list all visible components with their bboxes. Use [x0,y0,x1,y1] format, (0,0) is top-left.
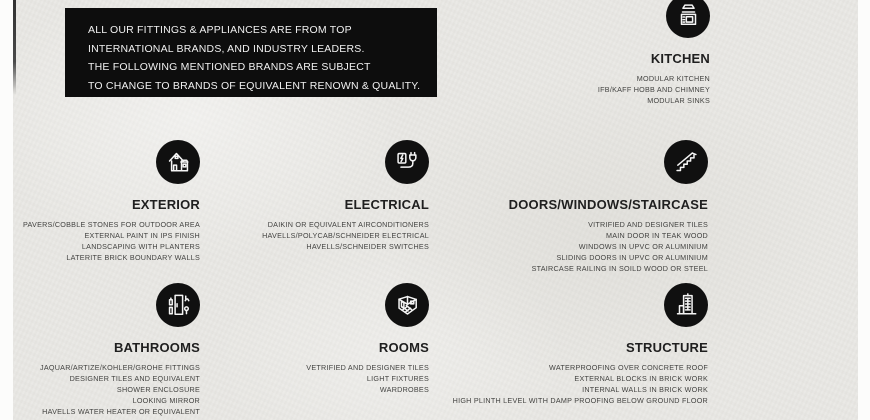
section-title: ELECTRICAL [344,197,429,212]
section-item: HAVELLS WATER HEATER OR EQUIVALENT [42,407,200,416]
page-right-margin [858,0,870,420]
section-item: WARDROBES [379,385,429,394]
section-item: INTERNAL WALLS IN BRICK WORK [582,385,708,394]
section-item: WATERPROOFING OVER CONCRETE ROOF [549,363,708,372]
section-title: BATHROOMS [113,340,200,355]
section-item: DESIGNER TILES AND EQUIVALENT [69,374,200,383]
section-item: VETRIFIED AND DESIGNER TILES [306,363,429,372]
electric-plug-icon [385,140,429,184]
section-items [532,219,708,274]
section-item: IFB/KAFF HOBB AND CHIMNEY [597,85,710,94]
section-items [306,362,429,395]
section-items [23,219,200,263]
section-structure [453,283,708,406]
section-items [453,362,708,406]
section-title: STRUCTURE [626,340,708,355]
section-item: VITRIFIED AND DESIGNER TILES [588,220,708,229]
section-item: LOOKING MIRROR [132,396,200,405]
section-item: LIGHT FIXTURES [366,374,429,383]
section-title: ROOMS [378,340,429,355]
section-kitchen [598,0,710,106]
section-item: MODULAR KITCHEN [636,74,710,83]
section-item: MAIN DOOR IN TEAK WOOD [605,231,708,240]
shower-icon [156,283,200,327]
section-item: EXTERNAL BLOCKS IN BRICK WORK [574,374,708,383]
section-title: KITCHEN [650,51,710,66]
section-item: MODULAR SINKS [647,96,710,105]
page-left-margin [0,0,13,420]
section-electrical [262,140,429,252]
section-item: JAQUAR/ARTIZE/KOHLER/GROHE FITTINGS [40,363,200,372]
section-item: DAIKIN OR EQUIVALENT AIRCONDITIONERS [267,220,429,229]
section-items [40,362,200,417]
section-item: SHOWER ENCLOSURE [116,385,200,394]
house-icon [156,140,200,184]
section-doors-windows-staircase [509,140,708,274]
section-item: WINDOWS IN UPVC OR ALUMINIUM [578,242,708,251]
notice-line: THE FOLLOWING MENTIONED BRANDS ARE SUBJECT [88,61,371,73]
section-exterior [23,140,200,263]
section-item: SLIDING DOORS IN UPVC OR ALUMINIUM [556,253,708,262]
section-item: HIGH PLINTH LEVEL WITH DAMP PROOFING BELOW GROUND FLOOR [452,396,708,405]
section-title: DOORS/WINDOWS/STAIRCASE [508,197,708,212]
section-item: HAVELLS/SCHNEIDER SWITCHES [306,242,429,251]
section-bathrooms [40,283,200,417]
section-title: EXTERIOR [131,197,200,212]
section-item: PAVERS/COBBLE STONES FOR OUTDOOR AREA [23,220,200,229]
kitchen-hob-icon [666,0,710,38]
notice-line: INTERNATIONAL BRANDS, AND INDUSTRY LEADERS. [88,42,365,55]
section-items [598,73,710,106]
page-fold-shadow [13,0,16,95]
section-item: HAVELLS/POLYCAB/SCHNEIDER ELECTRICAL [262,231,429,240]
staircase-icon [664,140,708,184]
notice-line: TO CHANGE TO BRANDS OF EQUIVALENT RENOWN & QUALITY. [88,79,421,92]
section-item: EXTERNAL PAINT IN IPS FINISH [84,231,200,240]
section-item: STAIRCASE RAILING IN SOILD WOOD OR STEEL [531,264,708,273]
building-icon [664,283,708,327]
section-item: LATERITE BRICK BOUNDARY WALLS [66,253,200,262]
notice-line: ALL OUR FITTINGS & APPLIANCES ARE FROM TOP [88,24,352,36]
section-item: LANDSCAPING WITH PLANTERS [81,242,200,251]
room-interior-icon [385,283,429,327]
section-rooms [306,283,429,395]
section-items [262,219,429,252]
brands-notice-box [65,8,437,97]
